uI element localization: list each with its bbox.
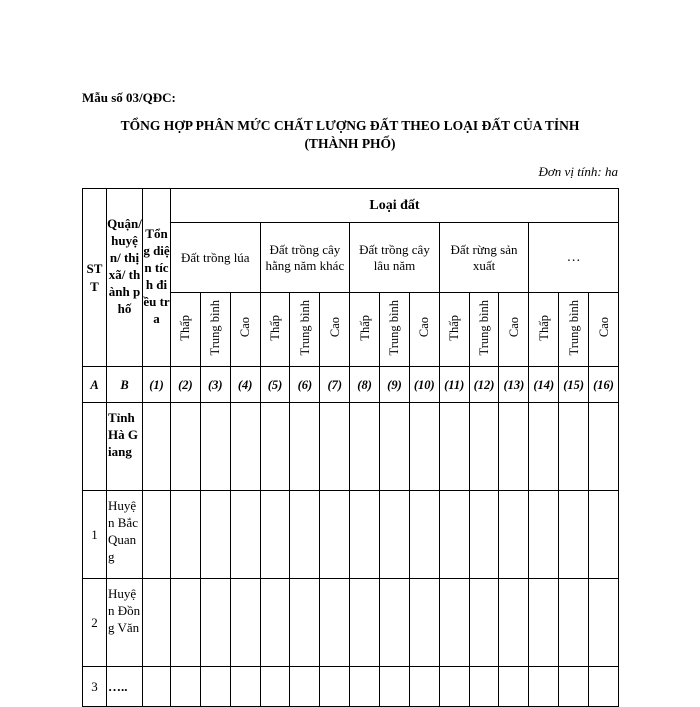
data-cell[interactable] xyxy=(230,403,260,491)
data-cell[interactable] xyxy=(529,491,559,579)
row-name: ….. xyxy=(107,667,143,707)
data-cell[interactable] xyxy=(529,579,559,667)
data-cell[interactable] xyxy=(320,403,350,491)
row-name: Tỉnh Hà Giang xyxy=(107,403,143,491)
column-code-6: (5) xyxy=(260,367,290,403)
header-level-label: Thấp xyxy=(357,314,372,341)
header-level-2-2 xyxy=(409,293,439,367)
column-code-2: (1) xyxy=(143,367,171,403)
header-level-3-2 xyxy=(499,293,529,367)
data-cell[interactable] xyxy=(559,491,589,579)
row-name: Huyện Bắc Quang xyxy=(107,491,143,579)
column-code-0: A xyxy=(83,367,107,403)
header-level-label: Cao xyxy=(506,317,521,338)
data-cell[interactable] xyxy=(260,667,290,707)
data-cell[interactable] xyxy=(350,491,380,579)
data-cell[interactable] xyxy=(143,403,171,491)
header-group-4: … xyxy=(529,223,619,293)
data-cell[interactable] xyxy=(380,579,410,667)
header-level-2-1 xyxy=(380,293,410,367)
data-cell[interactable] xyxy=(589,491,619,579)
data-cell[interactable] xyxy=(499,667,529,707)
data-cell[interactable] xyxy=(230,579,260,667)
data-cell[interactable] xyxy=(589,403,619,491)
data-cell[interactable] xyxy=(469,491,499,579)
data-cell[interactable] xyxy=(200,403,230,491)
data-cell[interactable] xyxy=(409,491,439,579)
data-cell[interactable] xyxy=(439,403,469,491)
column-code-3: (2) xyxy=(171,367,201,403)
data-cell[interactable] xyxy=(171,667,201,707)
header-level-label: Thấp xyxy=(536,314,551,341)
data-cell[interactable] xyxy=(589,579,619,667)
data-cell[interactable] xyxy=(290,579,320,667)
header-level-label: Thấp xyxy=(268,314,282,341)
header-level-label: Trung bình xyxy=(387,299,402,356)
data-cell[interactable] xyxy=(469,403,499,491)
data-cell[interactable] xyxy=(559,667,589,707)
data-cell[interactable] xyxy=(380,491,410,579)
header-group-2: Đất trồng cây lâu năm xyxy=(350,223,440,293)
header-level-label: Cao xyxy=(596,317,611,338)
data-cell[interactable] xyxy=(409,403,439,491)
header-level-2-0 xyxy=(350,293,380,367)
header-level-label: Cao xyxy=(327,317,342,338)
document-title-subline: (THÀNH PHỐ) xyxy=(304,136,396,151)
data-cell[interactable] xyxy=(171,403,201,491)
column-code-11: (10) xyxy=(409,367,439,403)
row-stt: 2 xyxy=(83,579,107,667)
data-cell[interactable] xyxy=(380,403,410,491)
data-cell[interactable] xyxy=(559,403,589,491)
row-name: Huyện Đồng Văn xyxy=(107,579,143,667)
header-level-3-1 xyxy=(469,293,499,367)
row-stt: 3 xyxy=(83,667,107,707)
data-cell[interactable] xyxy=(230,491,260,579)
data-cell[interactable] xyxy=(143,491,171,579)
form-code: Mẫu số 03/QĐC: xyxy=(82,90,176,105)
table-row xyxy=(83,403,619,491)
column-code-16: (15) xyxy=(559,367,589,403)
data-cell[interactable] xyxy=(290,403,320,491)
data-cell[interactable] xyxy=(499,579,529,667)
data-cell[interactable] xyxy=(290,667,320,707)
table-row xyxy=(83,491,619,579)
data-cell[interactable] xyxy=(171,579,201,667)
header-level-label: Thấp xyxy=(178,314,193,341)
data-cell[interactable] xyxy=(350,403,380,491)
data-cell[interactable] xyxy=(230,667,260,707)
column-code-14: (13) xyxy=(499,367,529,403)
header-level-4-2 xyxy=(589,293,619,367)
row-stt xyxy=(83,403,107,491)
header-group-1: Đất trồng cây hằng năm khác xyxy=(260,223,350,293)
data-cell[interactable] xyxy=(350,667,380,707)
column-code-10: (9) xyxy=(380,367,410,403)
data-cell[interactable] xyxy=(529,403,559,491)
row-stt: 1 xyxy=(83,491,107,579)
data-cell[interactable] xyxy=(260,403,290,491)
data-cell[interactable] xyxy=(260,491,290,579)
data-cell[interactable] xyxy=(469,667,499,707)
data-cell[interactable] xyxy=(439,579,469,667)
data-cell[interactable] xyxy=(320,579,350,667)
header-level-4-1 xyxy=(559,293,589,367)
column-code-5: (4) xyxy=(230,367,260,403)
data-cell[interactable] xyxy=(200,491,230,579)
header-level-label: Cao xyxy=(417,317,432,338)
header-level-1-0 xyxy=(260,293,290,367)
header-level-label: Trung bình xyxy=(208,299,223,356)
unit-label: Đơn vị tính: ha xyxy=(538,164,618,179)
data-cell[interactable] xyxy=(409,667,439,707)
header-land-type: Loại đất xyxy=(171,189,619,223)
header-group-3: Đất rừng sản xuất xyxy=(439,223,529,293)
data-cell[interactable] xyxy=(529,667,559,707)
header-level-1-1 xyxy=(290,293,320,367)
column-code-15: (14) xyxy=(529,367,559,403)
header-level-4-0 xyxy=(529,293,559,367)
column-code-17: (16) xyxy=(589,367,619,403)
column-code-13: (12) xyxy=(469,367,499,403)
header-level-label: Trung bình xyxy=(297,299,312,356)
header-level-label: Trung bình xyxy=(477,299,492,356)
data-cell[interactable] xyxy=(380,667,410,707)
data-cell[interactable] xyxy=(200,667,230,707)
header-level-label: Thấp xyxy=(447,314,462,341)
data-cell[interactable] xyxy=(439,491,469,579)
header-district: Quận/ huyện/ thị xã/ thành phố xyxy=(107,189,143,367)
header-level-1-2 xyxy=(320,293,350,367)
column-code-4: (3) xyxy=(200,367,230,403)
header-stt: STT xyxy=(83,189,107,367)
data-cell[interactable] xyxy=(499,491,529,579)
header-level-0-1 xyxy=(200,293,230,367)
column-code-1: B xyxy=(107,367,143,403)
data-cell[interactable] xyxy=(260,579,290,667)
data-cell[interactable] xyxy=(320,667,350,707)
header-level-label: Trung bình xyxy=(566,299,581,356)
header-group-0: Đất trồng lúa xyxy=(171,223,261,293)
data-cell[interactable] xyxy=(499,403,529,491)
header-level-3-0 xyxy=(439,293,469,367)
data-cell[interactable] xyxy=(171,491,201,579)
document-title: TỔNG HỢP PHÂN MỨC CHẤT LƯỢNG ĐẤT THEO LOẠI ĐẤT CỦA TỈNH xyxy=(120,118,580,133)
column-code-7: (6) xyxy=(290,367,320,403)
data-cell[interactable] xyxy=(559,579,589,667)
data-cell[interactable] xyxy=(350,579,380,667)
data-cell[interactable] xyxy=(143,667,171,707)
data-cell[interactable] xyxy=(439,667,469,707)
data-cell[interactable] xyxy=(409,579,439,667)
header-total-area: Tổng diện tích điều tra xyxy=(143,189,171,367)
table-row xyxy=(83,579,619,667)
column-code-8: (7) xyxy=(320,367,350,403)
data-cell[interactable] xyxy=(290,491,320,579)
quality-summary-table xyxy=(82,188,619,707)
column-code-12: (11) xyxy=(439,367,469,403)
header-level-label: Cao xyxy=(238,317,253,338)
header-level-0-0 xyxy=(171,293,201,367)
data-cell[interactable] xyxy=(589,667,619,707)
header-level-0-2 xyxy=(230,293,260,367)
table-row xyxy=(83,667,619,707)
column-code-9: (8) xyxy=(350,367,380,403)
data-cell[interactable] xyxy=(143,579,171,667)
data-cell[interactable] xyxy=(469,579,499,667)
data-cell[interactable] xyxy=(320,491,350,579)
data-cell[interactable] xyxy=(200,579,230,667)
